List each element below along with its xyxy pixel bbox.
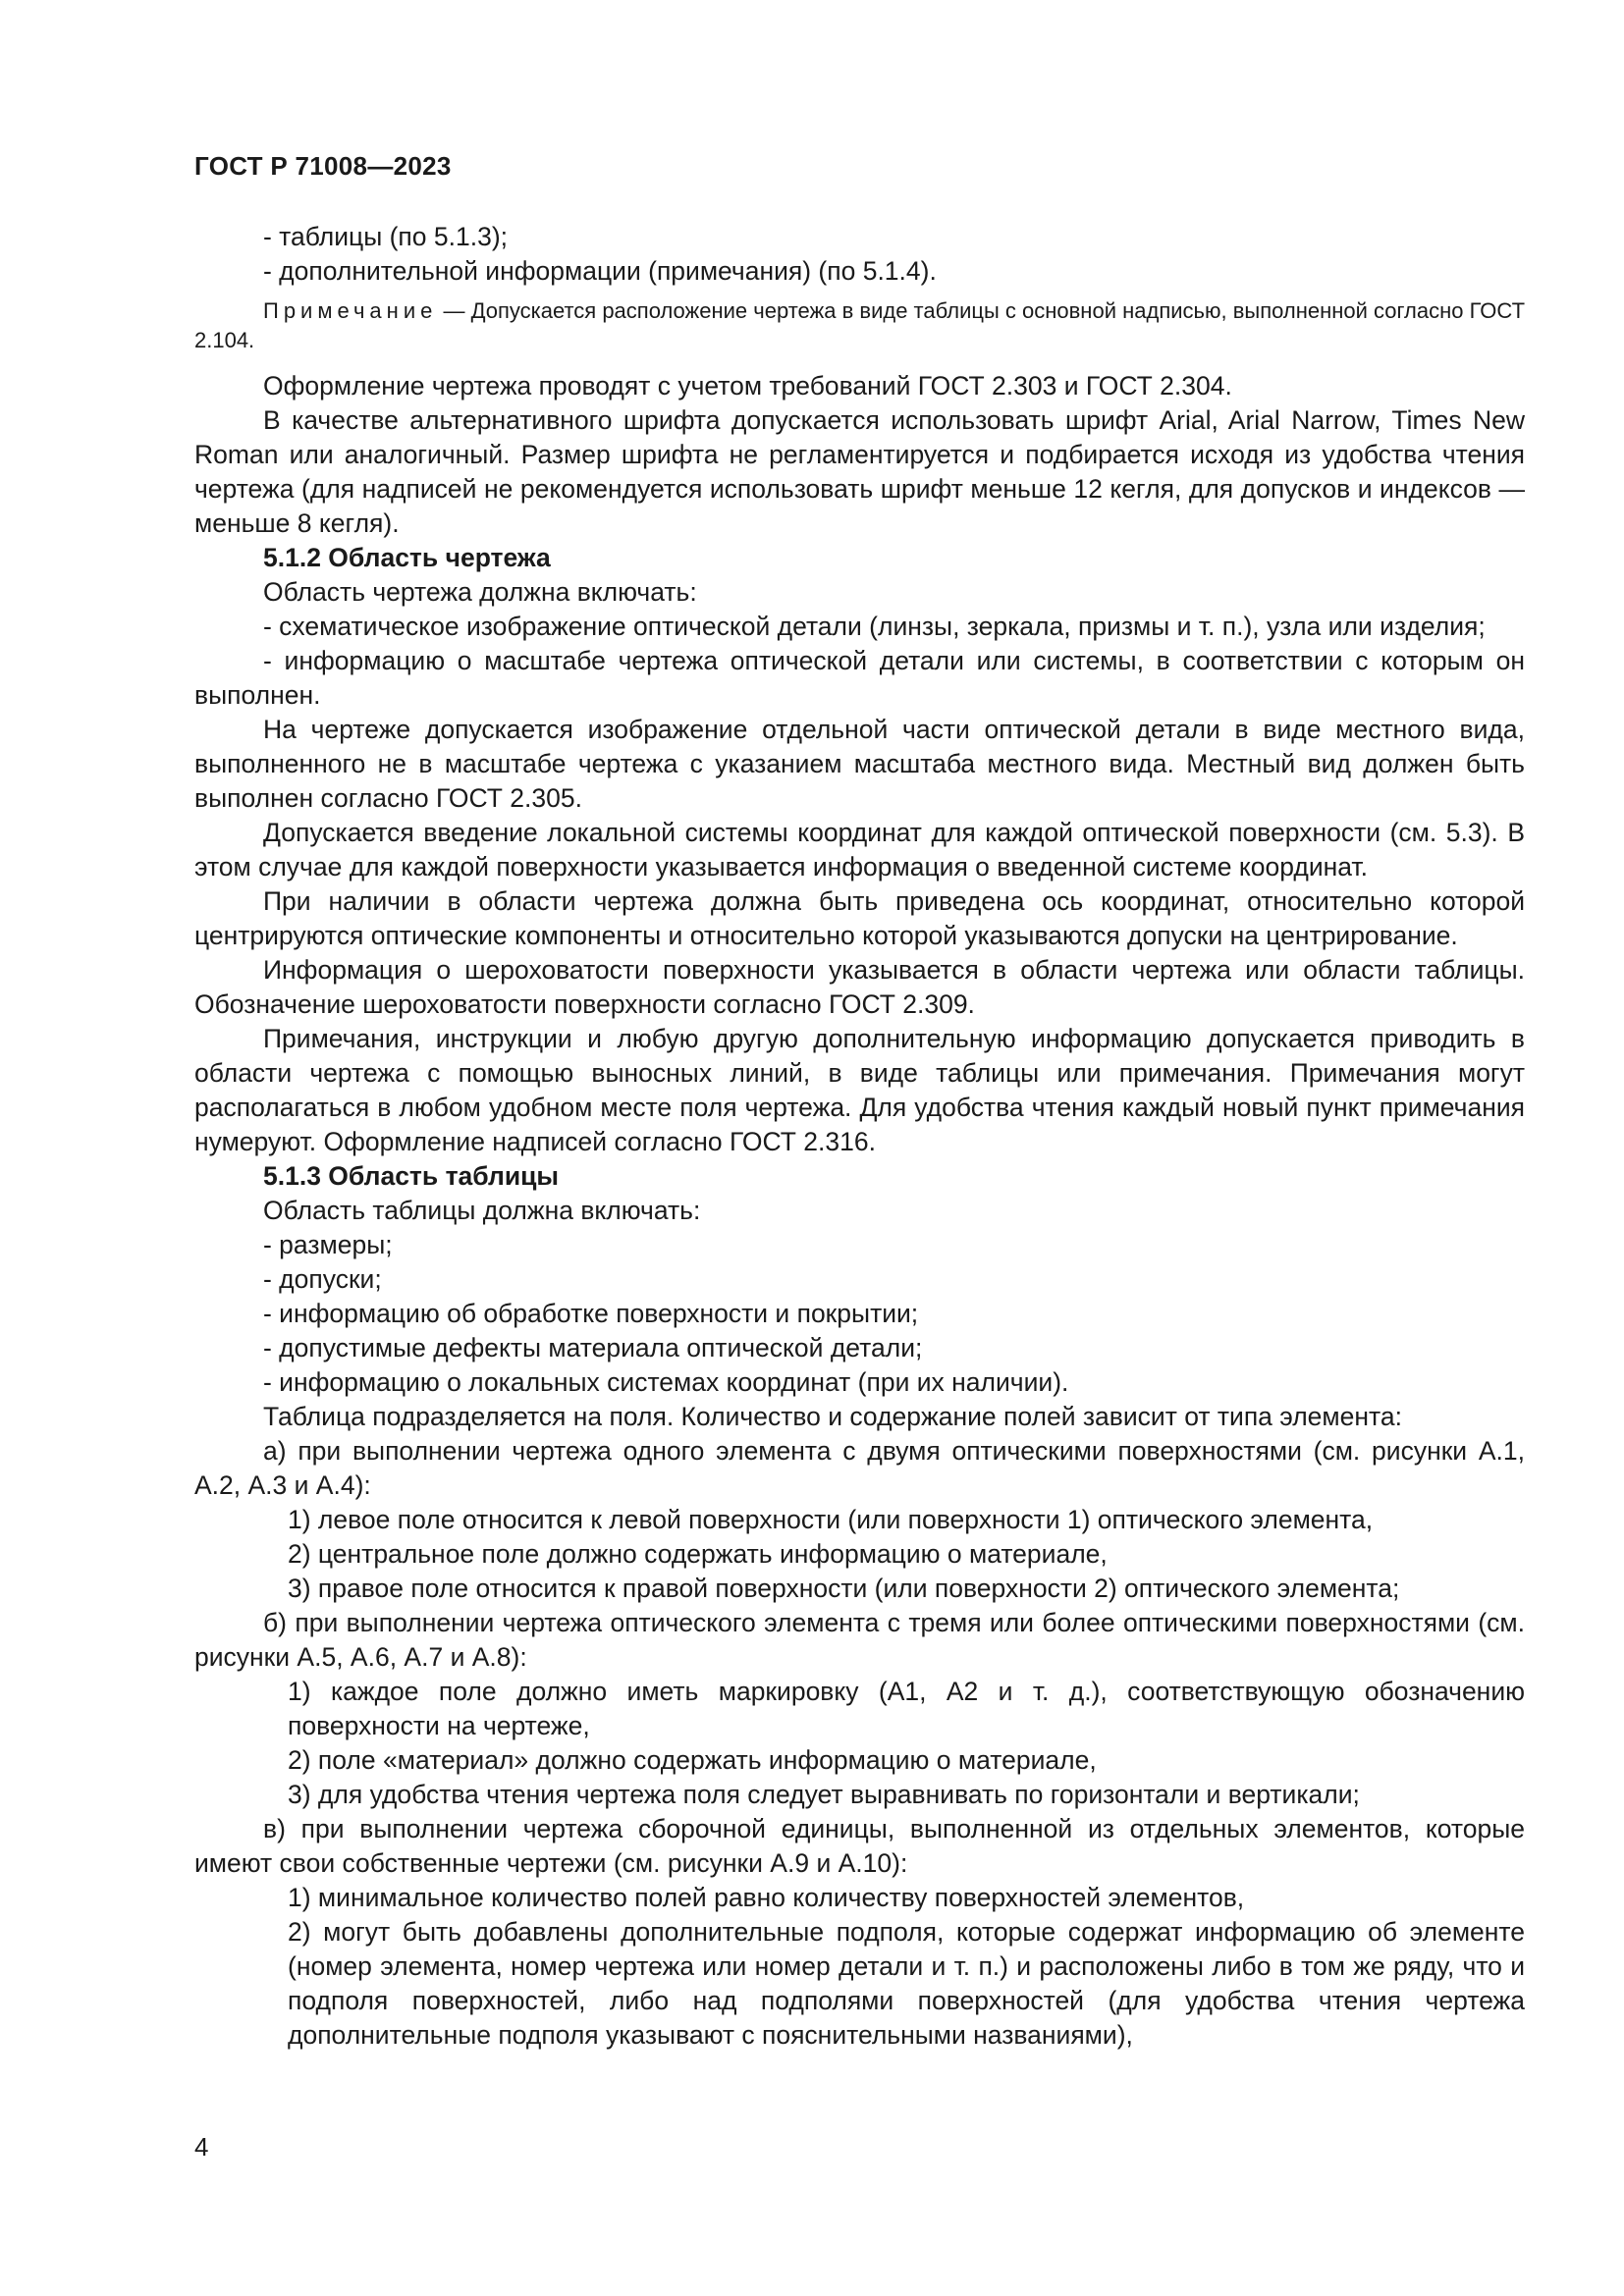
subcase-item: 1) каждое поле должно иметь маркировку (А1, А2 и т. д.), соответствующую обозначению поверхности на чертеже,: [288, 1677, 1525, 1740]
paragraph: Оформление чертежа проводят с учетом требований ГОСТ 2.303 и ГОСТ 2.304.: [263, 371, 1232, 400]
paragraph: Информация о шероховатости поверхности указывается в области чертежа или области таблицы. Обозначение шероховатости поверхности согласно ГОСТ 2.309.: [194, 955, 1525, 1019]
case-item: а) при выполнении чертежа одного элемента с двумя оптическими поверхностями (см. рисунки А.1, А.2, А.3 и А.4):: [194, 1436, 1525, 1500]
paragraph: Таблица подразделяется на поля. Количество и содержание полей зависит от типа элемента:: [263, 1402, 1402, 1431]
list-item: - дополнительной информации (примечания) (по 5.1.4).: [263, 256, 937, 286]
document-header: ГОСТ Р 71008—2023: [194, 151, 452, 181]
subcase-item: 2) центральное поле должно содержать информацию о материале,: [288, 1539, 1108, 1569]
list-item: - таблицы (по 5.1.3);: [263, 222, 509, 251]
section-heading-513: 5.1.3 Область таблицы: [263, 1161, 560, 1191]
paragraph: Примечания, инструкции и любую другую дополнительную информацию допускается приводить в области чертежа с помощью выносных линий, в виде таблицы или примечания. Примечания могут располагаться в любом удобном месте поля чертежа. Для удобства чтения каждый новый пункт примечания нумеруют. Оформление надписей согласно ГОСТ 2.316.: [194, 1024, 1525, 1156]
list-item: - информацию о масштабе чертежа оптической детали или системы, в соответствии с которым он выполнен.: [194, 646, 1525, 710]
subcase-item: 3) для удобства чтения чертежа поля следует выравнивать по горизонтали и вертикали;: [288, 1780, 1360, 1809]
page-number: 4: [194, 2132, 209, 2162]
subcase-item: 2) могут быть добавлены дополнительные подполя, которые содержат информацию об элементе (номер элемента, номер чертежа или номер детали и т. п.) и расположены либо в том же ряду, что и подполя поверхностей, либо над подполями поверхностей (для удобства чтения чертежа дополнительные подполя указывают с пояснительными названиями),: [288, 1917, 1525, 2050]
subcase-item: 2) поле «материал» должно содержать информацию о материале,: [288, 1745, 1097, 1775]
page-body: [194, 220, 1525, 2053]
list-item: - информацию о локальных системах координат (при их наличии).: [263, 1367, 1069, 1397]
list-item: - допуски;: [263, 1264, 382, 1294]
list-item: - схематическое изображение оптической детали (линзы, зеркала, призмы и т. п.), узла или изделия;: [263, 612, 1486, 641]
note-label: Примечание: [263, 298, 438, 323]
list-item: - информацию об обработке поверхности и покрытии;: [263, 1299, 919, 1328]
subcase-item: 1) левое поле относится к левой поверхности (или поверхности 1) оптического элемента,: [288, 1505, 1374, 1534]
subcase-item: 1) минимальное количество полей равно количеству поверхностей элементов,: [288, 1883, 1245, 1912]
paragraph: Область чертежа должна включать:: [263, 577, 697, 607]
subcase-item: 3) правое поле относится к правой поверхности (или поверхности 2) оптического элемента;: [288, 1574, 1400, 1603]
paragraph: На чертеже допускается изображение отдельной части оптической детали в виде местного вида, выполненного не в масштабе чертежа с указанием масштаба местного вида. Местный вид должен быть выполнен согласно ГОСТ 2.305.: [194, 715, 1525, 813]
paragraph: Допускается введение локальной системы координат для каждой оптической поверхности (см. 5.3). В этом случае для каждой поверхности указывается информация о введенной системе координат.: [194, 818, 1525, 881]
note: [194, 296, 1525, 355]
list-item: - размеры;: [263, 1230, 393, 1259]
paragraph: В качестве альтернативного шрифта допускается использовать шрифт Arial, Arial Narrow, Times New Roman или аналогичный. Размер шрифта не регламентируется и подбирается исходя из удобства чтения чертежа (для надписей не рекомендуется использовать шрифт меньше 12 кегля, для допусков и индексов — меньше 8 кегля).: [194, 405, 1525, 538]
note-text: — Допускается расположение чертежа в виде таблицы с основной надписью, выполненной согласно ГОСТ 2.104.: [194, 298, 1526, 352]
paragraph: Область таблицы должна включать:: [263, 1196, 701, 1225]
case-item: в) при выполнении чертежа сборочной единицы, выполненной из отдельных элементов, которые имеют свои собственные чертежи (см. рисунки А.9 и А.10):: [194, 1814, 1525, 1878]
case-item: б) при выполнении чертежа оптического элемента с тремя или более оптическими поверхностями (см. рисунки А.5, А.6, А.7 и А.8):: [194, 1608, 1525, 1672]
paragraph: При наличии в области чертежа должна быть приведена ось координат, относительно которой центрируются оптические компоненты и относительно которой указываются допуски на центрирование.: [194, 886, 1525, 950]
list-item: - допустимые дефекты материала оптической детали;: [263, 1333, 923, 1362]
section-heading-512: 5.1.2 Область чертежа: [263, 543, 551, 572]
